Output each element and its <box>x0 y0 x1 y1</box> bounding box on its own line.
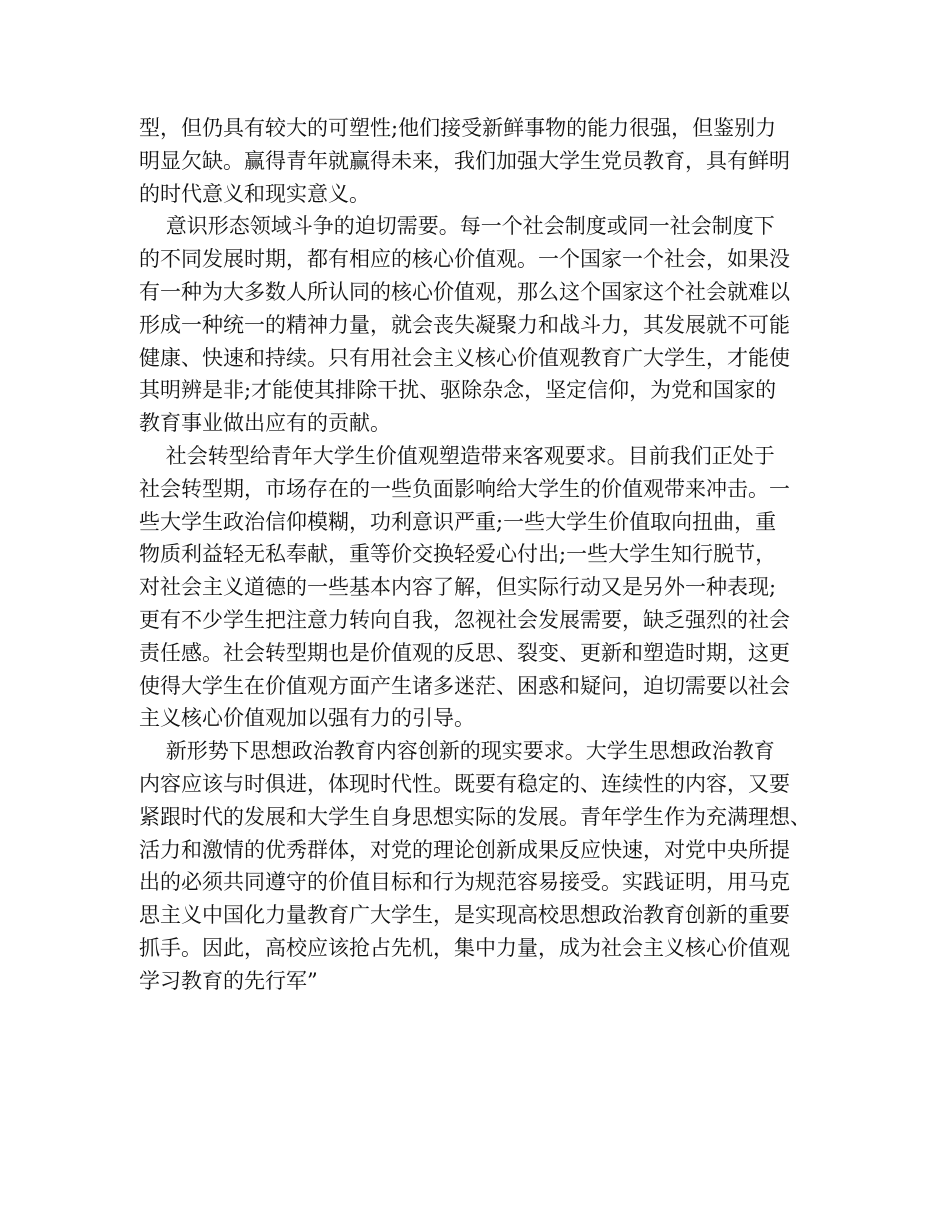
paragraph-2 <box>139 210 815 440</box>
text-line: 社会转型期，市场存在的一些负面影响给大学生的价值观带来冲击。一 <box>139 476 790 501</box>
text-line: 的不同发展时期，都有相应的核心价值观。一个国家一个社会，如果没 <box>139 247 790 272</box>
text-line: 思主义中国化力量教育广大学生，是实现高校思想政治教育创新的重要 <box>139 903 790 928</box>
text-line: 有一种为大多数人所认同的核心价值观，那么这个国家这个社会就难以 <box>139 279 790 304</box>
text-line: 社会转型给青年大学生价值观塑造带来客观要求。目前我们正处于 <box>139 443 775 468</box>
text-line: 出的必须共同遵守的价值目标和行为规范容易接受。实践证明，用马克 <box>139 870 790 895</box>
paragraph-4 <box>139 735 815 997</box>
document-body <box>139 112 815 998</box>
text-line: 紧跟时代的发展和大学生自身思想实际的发展。青年学生作为充满理想、 <box>139 804 811 829</box>
text-line: 物质利益轻无私奉献，重等价交换轻爱心付出;一些大学生知行脱节， <box>139 542 777 567</box>
text-line: 型，但仍具有较大的可塑性;他们接受新鲜事物的能力很强，但鉴别力 <box>139 116 777 140</box>
text-line: 其明辨是非;才能使其排除干扰、驱除杂念，坚定信仰，为党和国家的 <box>139 378 777 403</box>
text-line: 健康、快速和持续。只有用社会主义核心价值观教育广大学生，才能使 <box>139 345 790 370</box>
text-line: 学习教育的先行军” <box>139 968 318 993</box>
text-line: 新形势下思想政治教育内容创新的现实要求。大学生思想政治教育 <box>139 739 775 764</box>
text-line: 责任感。社会转型期也是价值观的反思、裂变、更新和塑造时期，这更 <box>139 640 790 665</box>
text-line: 主义核心价值观加以强有力的引导。 <box>139 706 475 731</box>
text-line: 形成一种统一的精神力量，就会丧失凝聚力和战斗力，其发展就不可能 <box>139 312 790 337</box>
paragraph-1 <box>139 112 815 210</box>
text-line: 教育事业做出应有的贡献。 <box>139 411 391 436</box>
text-line: 意识形态领域斗争的迫切需要。每一个社会制度或同一社会制度下 <box>139 214 775 239</box>
text-line: 活力和激情的优秀群体，对党的理论创新成果反应快速，对党中央所提 <box>139 837 790 862</box>
text-line: 对社会主义道德的一些基本内容了解，但实际行动又是另外一种表现; <box>139 575 777 600</box>
text-line: 更有不少学生把注意力转向自我，忽视社会发展需要，缺乏强烈的社会 <box>139 607 790 632</box>
paragraph-3 <box>139 440 815 735</box>
text-line: 明显欠缺。赢得青年就赢得未来，我们加强大学生党员教育，具有鲜明 <box>139 148 790 173</box>
text-line: 内容应该与时俱进，体现时代性。既要有稳定的、连续性的内容，又要 <box>139 771 790 796</box>
text-line: 抓手。因此，高校应该抢占先机，集中力量，成为社会主义核心价值观 <box>139 935 790 960</box>
text-line: 使得大学生在价值观方面产生诸多迷茫、困惑和疑问，迫切需要以社会 <box>139 673 790 698</box>
text-line: 些大学生政治信仰模糊，功利意识严重;一些大学生价值取向扭曲，重 <box>139 509 777 534</box>
text-line: 的时代意义和现实意义。 <box>139 181 370 206</box>
